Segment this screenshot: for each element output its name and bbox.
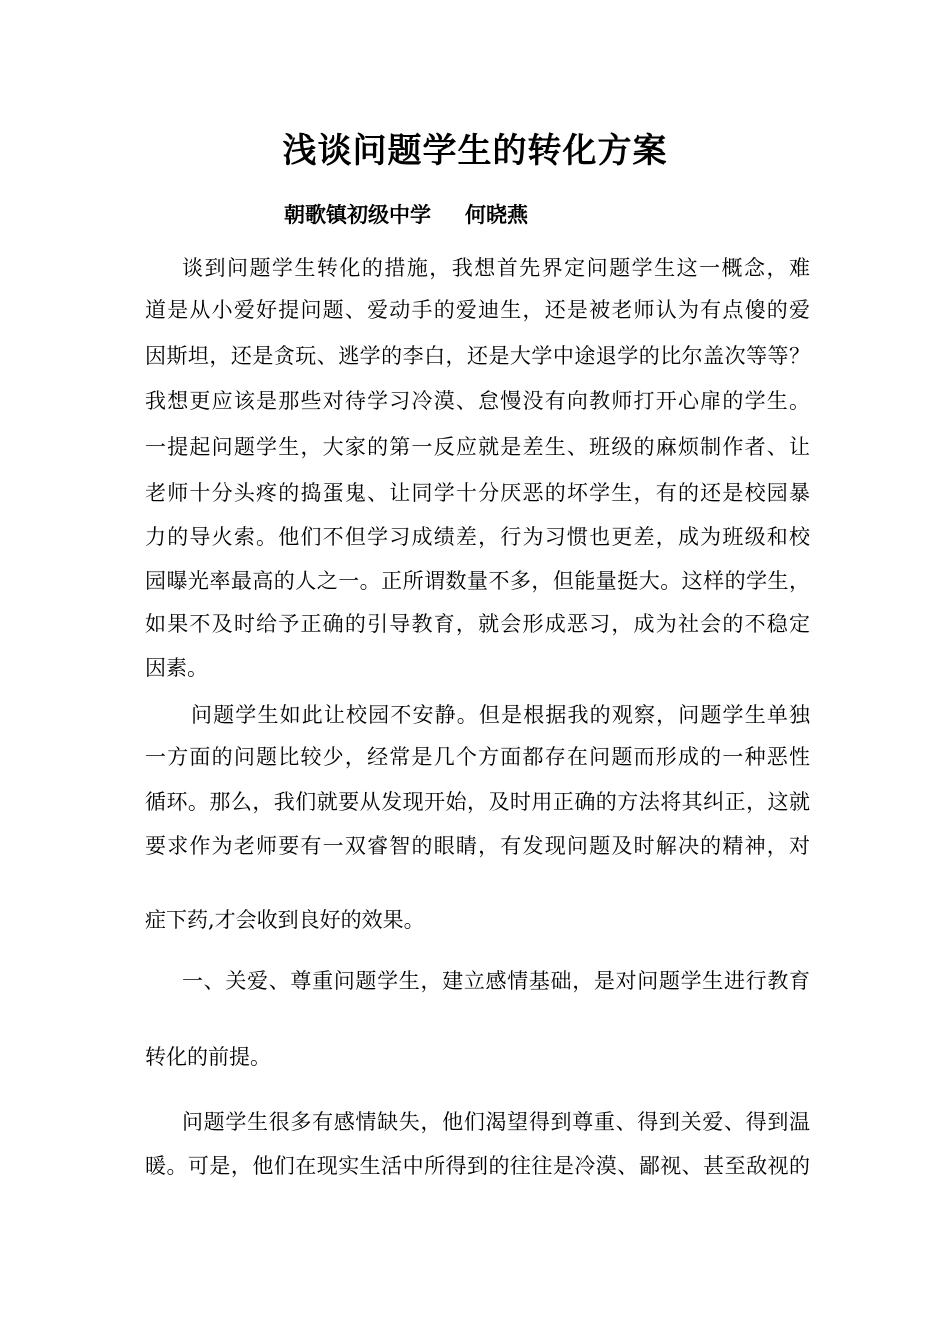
document-title: 浅谈问题学生的转化方案	[282, 131, 668, 171]
paragraph-line: 问题学生如此让校园不安静。但是根据我的观察，问题学生单独	[191, 703, 810, 727]
paragraph-line: 问题学生很多有感情缺失，他们渴望得到尊重、得到关爱、得到温	[182, 1110, 810, 1134]
paragraph-line: 老师十分头疼的捣蛋鬼、让同学十分厌恶的坏学生，有的还是校园暴	[145, 481, 810, 505]
paragraph-line: 力的导火索。他们不但学习成绩差，行为习惯也更差，成为班级和校	[145, 525, 810, 549]
paragraph-line: 暖。可是，他们在现实生活中所得到的往往是冷漠、鄙视、甚至敌视的	[145, 1154, 810, 1178]
paragraph-line: 谈到问题学生转化的措施，我想首先界定问题学生这一概念，难	[182, 256, 810, 280]
paragraph-line: 因斯坦，还是贪玩、逃学的李白，还是大学中途退学的比尔盖次等等？	[145, 344, 810, 368]
paragraph-line: 症下药,才会收到良好的效果。	[145, 908, 425, 932]
paragraph-line: 我想更应该是那些对待学习冷漠、怠慢没有向教师打开心扉的学生。	[145, 389, 810, 413]
paragraph-line: 道是从小爱好提问题、爱动手的爱迪生，还是被老师认为有点傻的爱	[145, 298, 810, 322]
section-heading-line: 转化的前提。	[145, 1045, 271, 1069]
paragraph-line: 因素。	[145, 656, 208, 680]
school-name: 朝歌镇初级中学	[284, 202, 431, 227]
paragraph-line: 一提起问题学生，大家的第一反应就是差生、班级的麻烦制作者、让	[145, 435, 810, 459]
paragraph-line: 如果不及时给予正确的引导教育，就会形成恶习，成为社会的不稳定	[145, 612, 810, 636]
paragraph-line: 循环。那么，我们就要从发现开始，及时用正确的方法将其纠正，这就	[145, 790, 810, 814]
paragraph-line: 园曝光率最高的人之一。正所谓数量不多，但能量挺大。这样的学生，	[145, 569, 810, 593]
paragraph-line: 一方面的问题比较少，经常是几个方面都存在问题而形成的一种恶性	[145, 745, 810, 769]
paragraph-line: 要求作为老师要有一双睿智的眼睛，有发现问题及时解决的精神，对	[145, 834, 810, 858]
section-heading-line: 一、关爱、尊重问题学生，建立感情基础，是对问题学生进行教育	[182, 969, 810, 993]
byline	[284, 198, 528, 232]
author-name: 何晓燕	[465, 202, 528, 227]
